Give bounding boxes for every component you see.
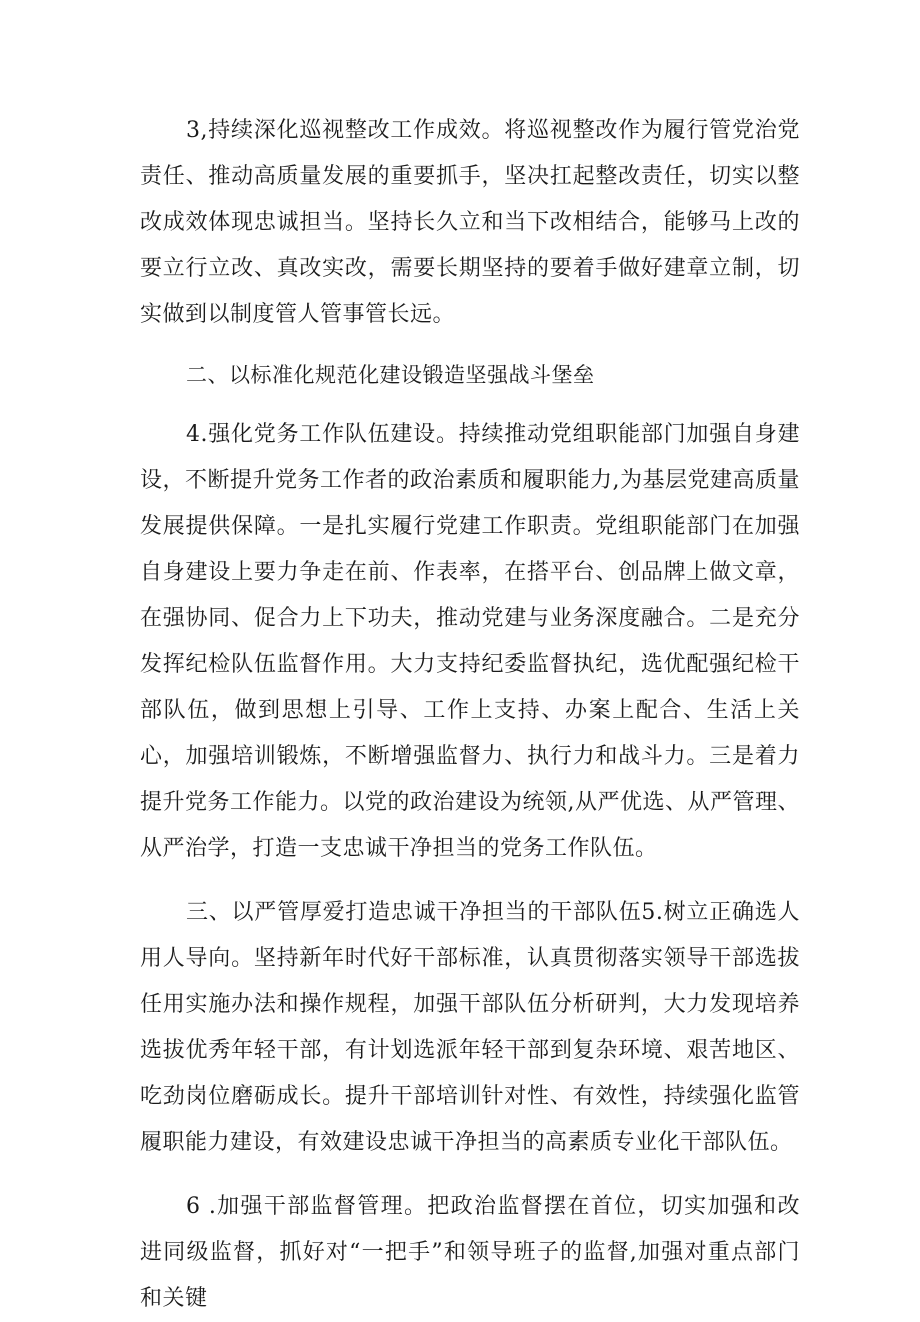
paragraph-3: 3,持续深化巡视整改工作成效。将巡视整改作为履行管党治党责任、推动高质量发展的重要抓手，坚决扛起整改责任，切实以整改成效体现忠诚担当。坚持长久立和当下改相结合，能够马上改的要立行立改、真改实改，需要长期坚持的要着手做好建章立制，切实做到以制度管人管事管长远。 xyxy=(140,118,800,327)
section-heading-2: 二、以标准化规范化建设锻造坚强战斗堡垒 xyxy=(186,363,595,387)
paragraph-5: 三、以严管厚爱打造忠诚干净担当的干部队伍5.树立正确选人用人导向。坚持新年时代好干部标准，认真贯彻落实领导干部选拔任用实施办法和操作规程，加强干部队伍分析研判，大力发现培养选拔优秀年轻干部，有计划选派年轻干部到复杂环境、艰苦地区、吃劲岗位磨砺成长。提升干部培训针对性、有效性，持续强化监管履职能力建设，有效建设忠诚干净担当的高素质专业化干部队伍。 xyxy=(140,900,800,1155)
paragraph-6: 6 .加强干部监督管理。把政治监督摆在首位，切实加强和改进同级监督，抓好对“一把手”和领导班子的监督,加强对重点部门和关键 xyxy=(140,1194,800,1311)
document-page xyxy=(140,108,800,1322)
paragraph-4: 4.强化党务工作队伍建设。持续推动党组职能部门加强自身建设，不断提升党务工作者的政治素质和履职能力,为基层党建高质量发展提供保障。一是扎实履行党建工作职责。党组职能部门在加强自身建设上要力争走在前、作表率，在搭平台、创品牌上做文章，在强协同、促合力上下功夫，推动党建与业务深度融合。二是充分发挥纪检队伍监督作用。大力支持纪委监督执纪，选优配强纪检干部队伍，做到思想上引导、工作上支持、办案上配合、生活上关心，加强培训锻炼，不断增强监督力、执行力和战斗力。三是着力提升党务工作能力。以党的政治建设为统领,从严优选、从严管理、从严治学，打造一支忠诚干净担当的党务工作队伍。 xyxy=(140,422,800,861)
